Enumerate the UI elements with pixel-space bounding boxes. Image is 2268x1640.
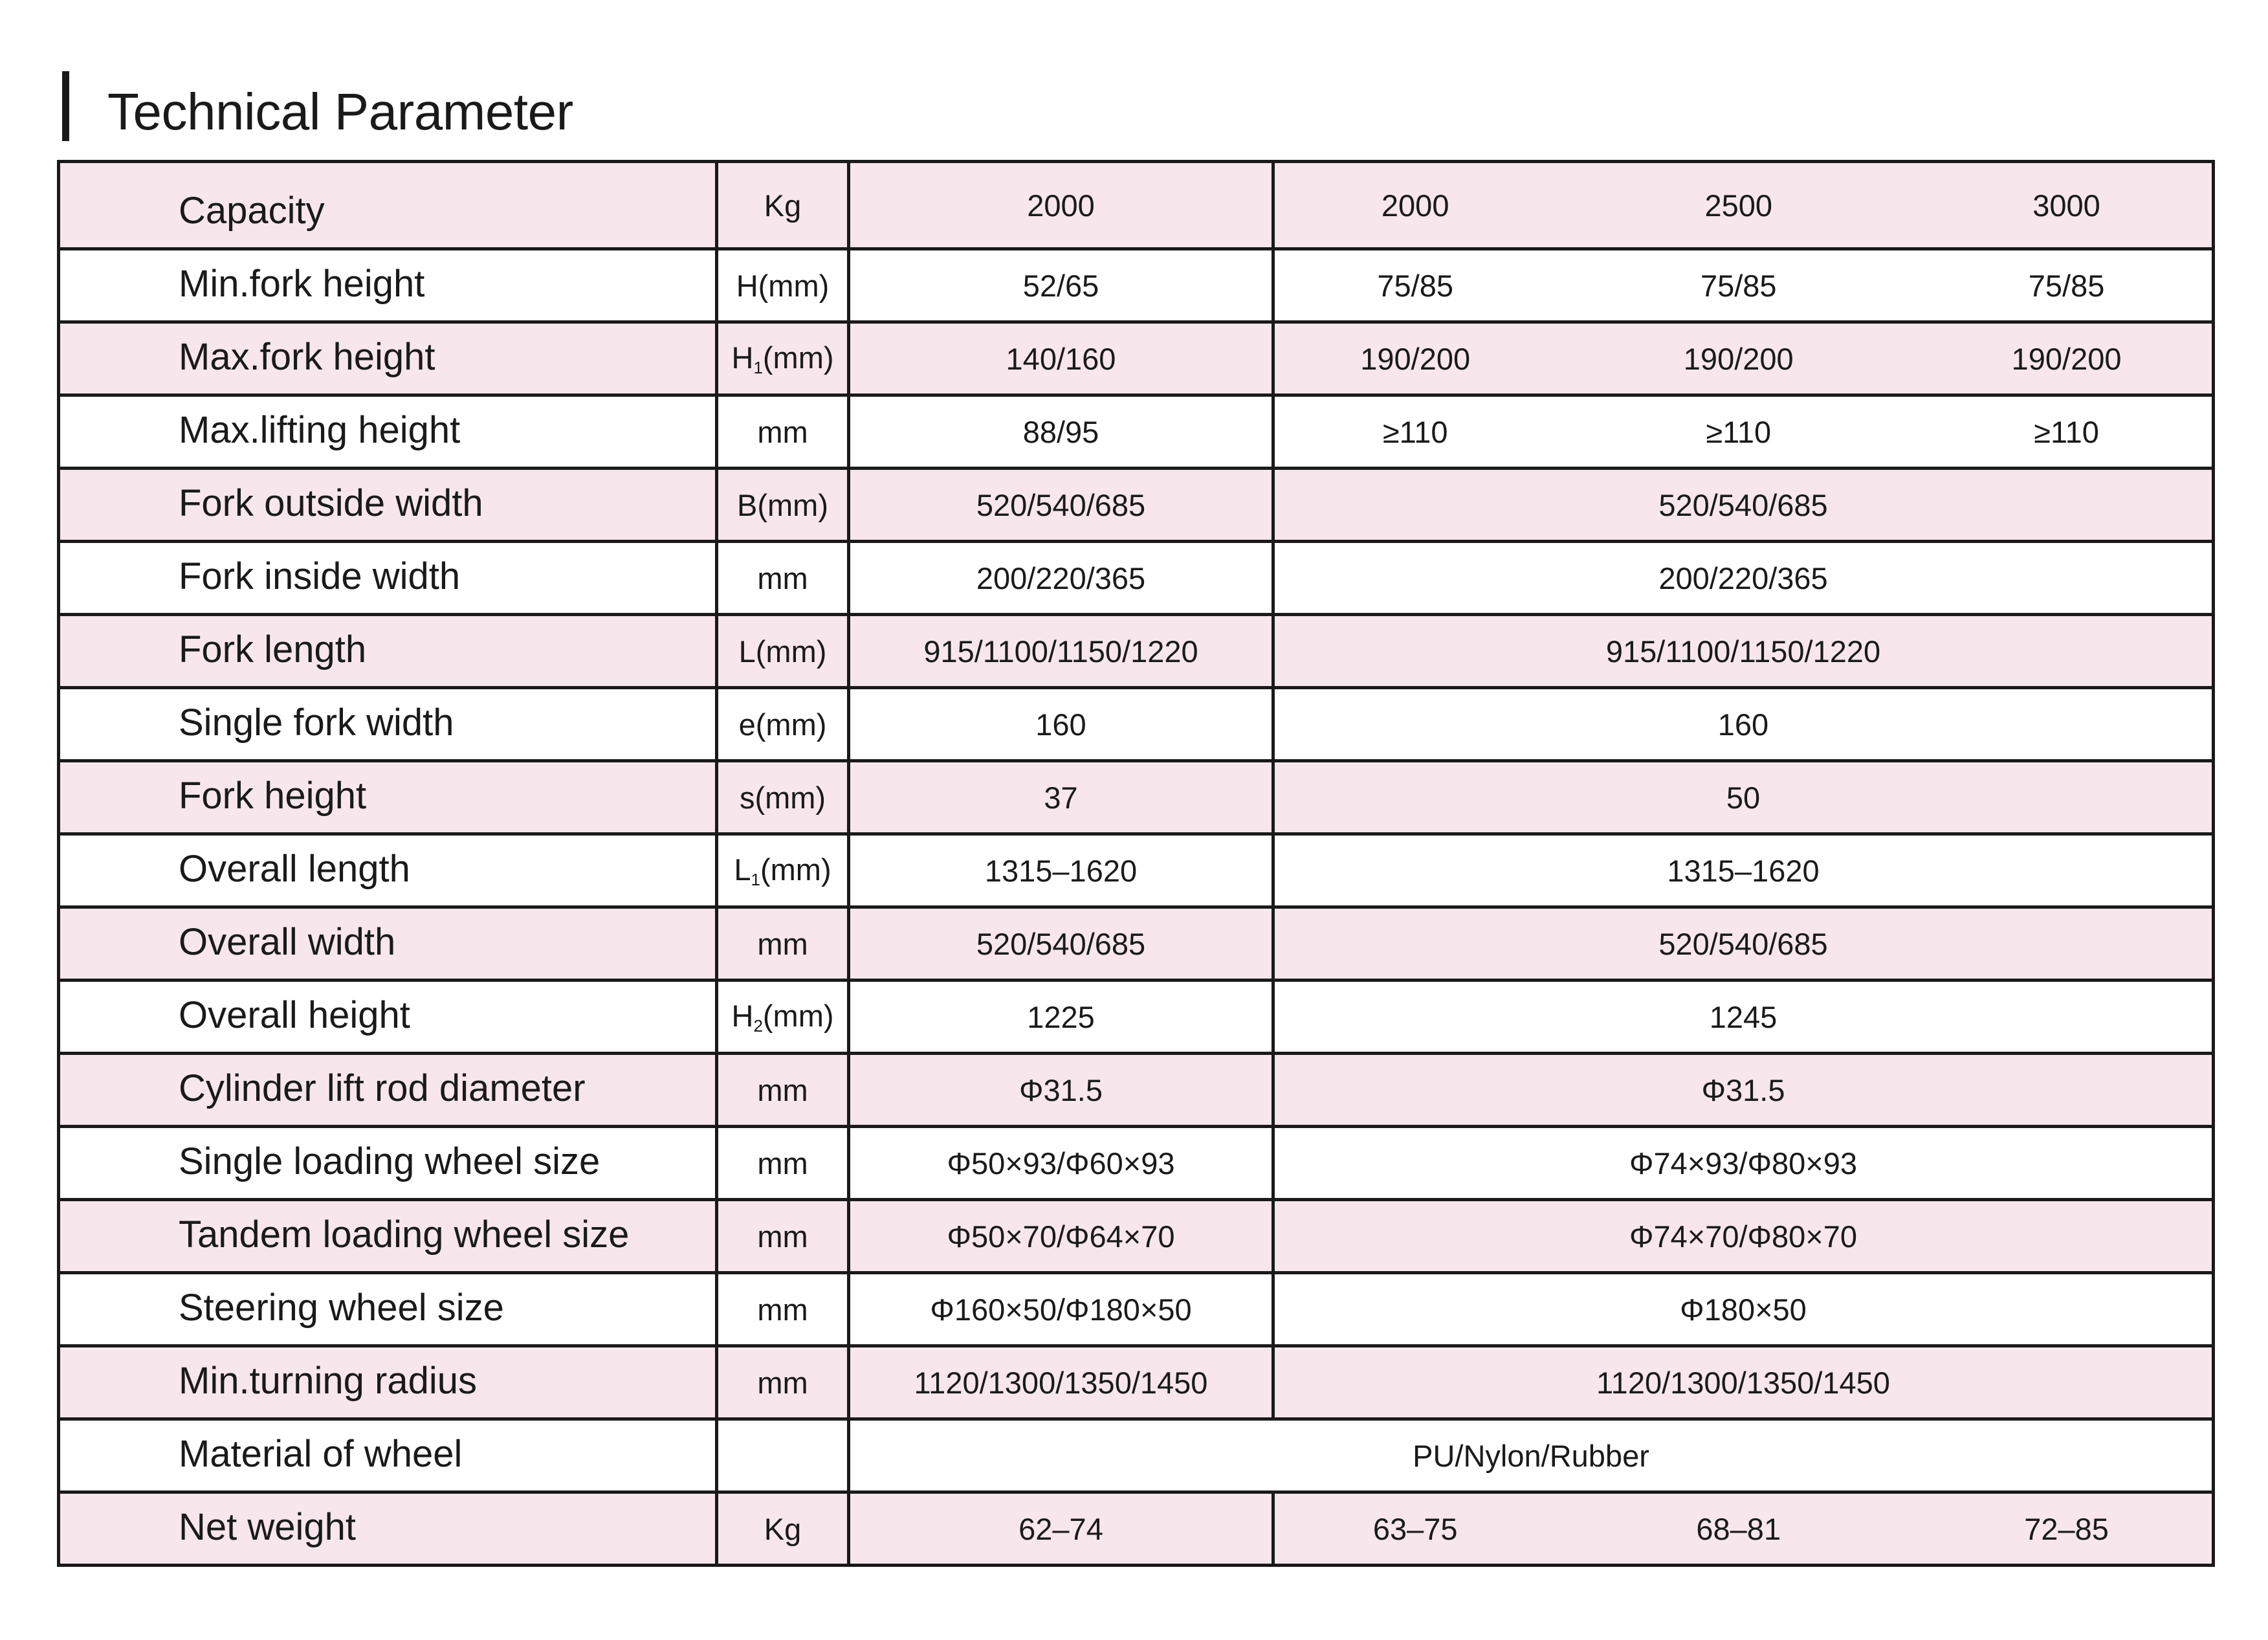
value-cell-model-1: 52/65 bbox=[849, 249, 1273, 322]
parameter-unit: Kg bbox=[717, 162, 849, 249]
value-sub-4: ≥110 bbox=[2034, 414, 2099, 449]
table-row bbox=[59, 1273, 2214, 1346]
parameter-unit: H(mm) bbox=[717, 249, 849, 322]
table-row bbox=[59, 688, 2214, 761]
page-title: Technical Parameter bbox=[107, 83, 573, 140]
parameter-name: Max.fork height bbox=[59, 322, 717, 395]
value-sub-4: 190/200 bbox=[2011, 341, 2122, 376]
parameter-name: Overall height bbox=[59, 981, 717, 1054]
value-cell-models-2-4: 915/1100/1150/1220 bbox=[1273, 615, 2214, 688]
table-row bbox=[59, 542, 2214, 615]
value-cell-model-1: 1225 bbox=[849, 981, 1273, 1054]
table-row bbox=[59, 907, 2214, 981]
parameter-unit: $L_1(mm)$ bbox=[717, 834, 849, 907]
parameter-unit: mm bbox=[717, 395, 849, 469]
value-cell-models-2-4: 520/540/685 bbox=[1273, 907, 2214, 981]
value-cell-model-1: 1120/1300/1350/1450 bbox=[849, 1346, 1273, 1419]
parameter-name: Max.lifting height bbox=[59, 395, 717, 469]
value-cell-model-1: 88/95 bbox=[849, 395, 1273, 469]
title-accent-bar bbox=[62, 71, 69, 141]
parameter-name: Material of wheel bbox=[59, 1419, 717, 1492]
table-row bbox=[59, 615, 2214, 688]
parameter-name: Tandem loading wheel size bbox=[59, 1200, 717, 1273]
value-cell-models-2-4: 1315–1620 bbox=[1273, 834, 2214, 907]
parameter-name: Fork length bbox=[59, 615, 717, 688]
value-cell-models-2-4: 200/220/365 bbox=[1273, 542, 2214, 615]
value-cell-model-1: 915/1100/1150/1220 bbox=[849, 615, 1273, 688]
table-row bbox=[59, 1054, 2214, 1127]
value-sub-2: 75/85 bbox=[1377, 268, 1453, 303]
value-cell-models-2-4: Φ180×50 bbox=[1273, 1273, 2214, 1346]
parameter-unit: Kg bbox=[717, 1492, 849, 1566]
parameter-unit: $H_1(mm)$ bbox=[717, 322, 849, 395]
parameter-name: Fork outside width bbox=[59, 469, 717, 542]
value-cell-models-2-4: 160 bbox=[1273, 688, 2214, 761]
value-sub-2: 63–75 bbox=[1372, 1511, 1458, 1546]
parameter-name: Overall width bbox=[59, 907, 717, 981]
value-sub-3: 75/85 bbox=[1700, 268, 1777, 303]
value-cell-model-1: 160 bbox=[849, 688, 1273, 761]
parameter-unit: mm bbox=[717, 1273, 849, 1346]
value-cell-model-1: 520/540/685 bbox=[849, 907, 1273, 981]
parameter-unit: mm bbox=[717, 1200, 849, 1273]
table-row bbox=[59, 1200, 2214, 1273]
table-row bbox=[59, 1346, 2214, 1419]
parameter-unit: mm bbox=[717, 542, 849, 615]
value-cell-model-1: Φ50×70/Φ64×70 bbox=[849, 1200, 1273, 1273]
value-cell-model-1: 62–74 bbox=[849, 1492, 1273, 1566]
table-row bbox=[59, 322, 2214, 395]
table-row bbox=[59, 249, 2214, 322]
value-cell-model-1: Φ31.5 bbox=[849, 1054, 1273, 1127]
value-cell-models-2-4 bbox=[1273, 395, 2214, 469]
parameter-unit: L(mm) bbox=[717, 615, 849, 688]
value-cell-models-2-4: Φ31.5 bbox=[1273, 1054, 2214, 1127]
parameter-unit: e(mm) bbox=[717, 688, 849, 761]
parameter-unit: mm bbox=[717, 907, 849, 981]
merged-value-cell: PU/Nylon/Rubber bbox=[849, 1419, 2214, 1492]
value-cell-models-2-4: 520/540/685 bbox=[1273, 469, 2214, 542]
value-cell-model-1: Φ160×50/Φ180×50 bbox=[849, 1273, 1273, 1346]
value-cell-model-1: 2000 bbox=[849, 162, 1273, 249]
value-cell-model-1: Φ50×93/Φ60×93 bbox=[849, 1127, 1273, 1200]
value-sub-3: 68–81 bbox=[1696, 1511, 1781, 1546]
parameter-unit: mm bbox=[717, 1054, 849, 1127]
value-cell-models-2-4 bbox=[1273, 1492, 2214, 1566]
value-cell-model-1: 1315–1620 bbox=[849, 834, 1273, 907]
value-cell-models-2-4: Φ74×70/Φ80×70 bbox=[1273, 1200, 2214, 1273]
parameter-name: Capacity bbox=[59, 162, 717, 249]
value-sub-3: 190/200 bbox=[1683, 341, 1794, 376]
parameter-unit: mm bbox=[717, 1127, 849, 1200]
value-cell-models-2-4: 1245 bbox=[1273, 981, 2214, 1054]
parameter-name: Cylinder lift rod diameter bbox=[59, 1054, 717, 1127]
value-sub-4: 3000 bbox=[2032, 188, 2100, 223]
value-cell-models-2-4: 50 bbox=[1273, 761, 2214, 834]
value-cell-models-2-4 bbox=[1273, 322, 2214, 395]
value-sub-2: 190/200 bbox=[1360, 341, 1471, 376]
parameter-name: Min.fork height bbox=[59, 249, 717, 322]
value-cell-model-1: 140/160 bbox=[849, 322, 1273, 395]
parameter-name: Fork height bbox=[59, 761, 717, 834]
value-sub-2: 2000 bbox=[1381, 188, 1449, 223]
parameter-name: Fork inside width bbox=[59, 542, 717, 615]
value-sub-3: 2500 bbox=[1704, 188, 1773, 223]
parameter-name: Steering wheel size bbox=[59, 1273, 717, 1346]
table-row bbox=[59, 469, 2214, 542]
table-row bbox=[59, 761, 2214, 834]
parameter-name: Overall length bbox=[59, 834, 717, 907]
table-row bbox=[59, 834, 2214, 907]
parameter-unit: mm bbox=[717, 1346, 849, 1419]
value-cell-models-2-4 bbox=[1273, 249, 2214, 322]
table-row bbox=[59, 981, 2214, 1054]
value-cell-models-2-4 bbox=[1273, 162, 2214, 249]
technical-parameter-table bbox=[57, 160, 2215, 1567]
value-sub-4: 72–85 bbox=[2024, 1511, 2109, 1546]
value-sub-3: ≥110 bbox=[1706, 414, 1772, 449]
table-row bbox=[59, 162, 2214, 249]
parameter-name: Min.turning radius bbox=[59, 1346, 717, 1419]
table-row bbox=[59, 1419, 2214, 1492]
value-cell-model-1: 37 bbox=[849, 761, 1273, 834]
table-row bbox=[59, 1127, 2214, 1200]
parameter-unit: B(mm) bbox=[717, 469, 849, 542]
table-row bbox=[59, 1492, 2214, 1566]
value-cell-models-2-4: Φ74×93/Φ80×93 bbox=[1273, 1127, 2214, 1200]
value-cell-model-1: 200/220/365 bbox=[849, 542, 1273, 615]
parameter-unit bbox=[717, 1419, 849, 1492]
parameter-unit: s(mm) bbox=[717, 761, 849, 834]
parameter-name: Net weight bbox=[59, 1492, 717, 1566]
value-cell-model-1: 520/540/685 bbox=[849, 469, 1273, 542]
value-sub-4: 75/85 bbox=[2028, 268, 2105, 303]
parameter-name: Single fork width bbox=[59, 688, 717, 761]
table-row bbox=[59, 395, 2214, 469]
parameter-unit: $H_2(mm)$ bbox=[717, 981, 849, 1054]
value-cell-models-2-4: 1120/1300/1350/1450 bbox=[1273, 1346, 2214, 1419]
parameter-name: Single loading wheel size bbox=[59, 1127, 717, 1200]
value-sub-2: ≥110 bbox=[1382, 414, 1448, 449]
